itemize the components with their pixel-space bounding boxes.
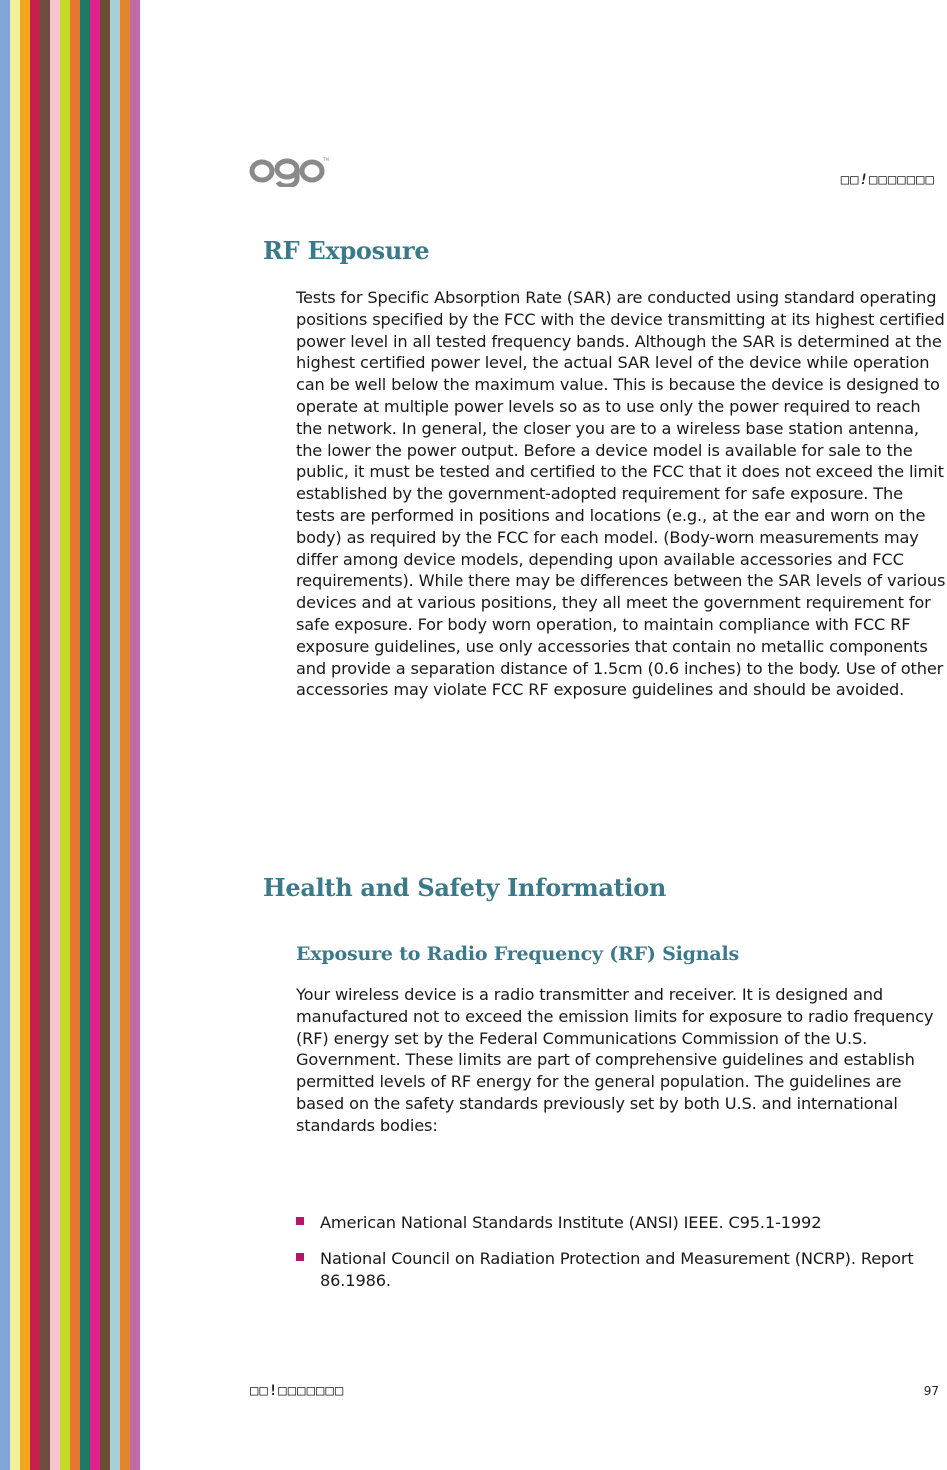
ogo-logo: [249, 155, 329, 187]
list-item: [296, 1248, 936, 1292]
square-bullet-icon: [296, 1253, 304, 1261]
stripe: [50, 0, 60, 1470]
list-item: [296, 1212, 936, 1234]
page-number: 97: [923, 1384, 939, 1398]
standards-list: [296, 1212, 936, 1305]
rf-signals-body: Your wireless device is a radio transmitter and receiver. It is designed and manufactured not to exceed the emission limits for exposure to radio frequency (RF) energy set by the Federal Communications Commission of the U.S. Government. These limits are part of comprehensive guidelines and establish permitted levels of RF energy for the general population. The guidelines are based on the safety standards previously set by both U.S. and international standards bodies:: [296, 985, 934, 1135]
stripe: [0, 0, 10, 1470]
stripe: [110, 0, 120, 1470]
square-bullet-icon: [296, 1217, 304, 1225]
rf-exposure-title: RF Exposure: [263, 236, 430, 265]
stripe: [60, 0, 70, 1470]
header-code: □□!□□□□□□□: [840, 172, 935, 188]
stripe: [30, 0, 40, 1470]
health-safety-title: Health and Safety Information: [263, 873, 667, 902]
decorative-stripes: [0, 0, 200, 1470]
stripe: [10, 0, 20, 1470]
stripe: [100, 0, 110, 1470]
stripe: [120, 0, 130, 1470]
stripe: [90, 0, 100, 1470]
rf-signals-subtitle: Exposure to Radio Frequency (RF) Signals: [296, 943, 739, 965]
stripe: [20, 0, 30, 1470]
svg-text:TM: TM: [323, 157, 329, 162]
list-item-text: American National Standards Institute (ANSI) IEEE. C95.1-1992: [320, 1213, 822, 1232]
stripe: [80, 0, 90, 1470]
stripe: [130, 0, 140, 1470]
rf-exposure-body: Tests for Specific Absorption Rate (SAR) are conducted using standard operating positions specified by the FCC with the device transmitting at its highest certified power level in all tested frequency bands. Although the SAR is determined at the highest certified power level, the actual SAR level of the device while operation can be well below the maximum value. This is because the device is designed to operate at multiple power levels so as to use only the power required to reach the network. In general, the closer you are to a wireless base station antenna, the lower the power output. Before a device model is available for sale to the public, it must be tested and certified to the FCC that it does not exceed the limit established by the government-adopted requirement for safe exposure. The tests are performed in positions and locations (e.g., at the ear and worn on the body) as required by the FCC for each model. (Body-worn measurements may differ among device models, depending upon available accessories and FCC requirements). While there may be differences between the SAR levels of various devices and at various positions, they all meet the government requirement for safe exposure. For body worn operation, to maintain compliance with FCC RF exposure guidelines, use only accessories that contain no metallic components and provide a separation distance of 1.5cm (0.6 inches) to the body. Use of other accessories may violate FCC RF exposure guidelines and should be avoided.: [296, 288, 946, 700]
list-item-text: National Council on Radiation Protection and Measurement (NCRP). Report 86.1986.: [320, 1248, 914, 1290]
footer-code: □□!□□□□□□□: [250, 1383, 345, 1399]
stripe: [70, 0, 80, 1470]
stripe: [40, 0, 50, 1470]
